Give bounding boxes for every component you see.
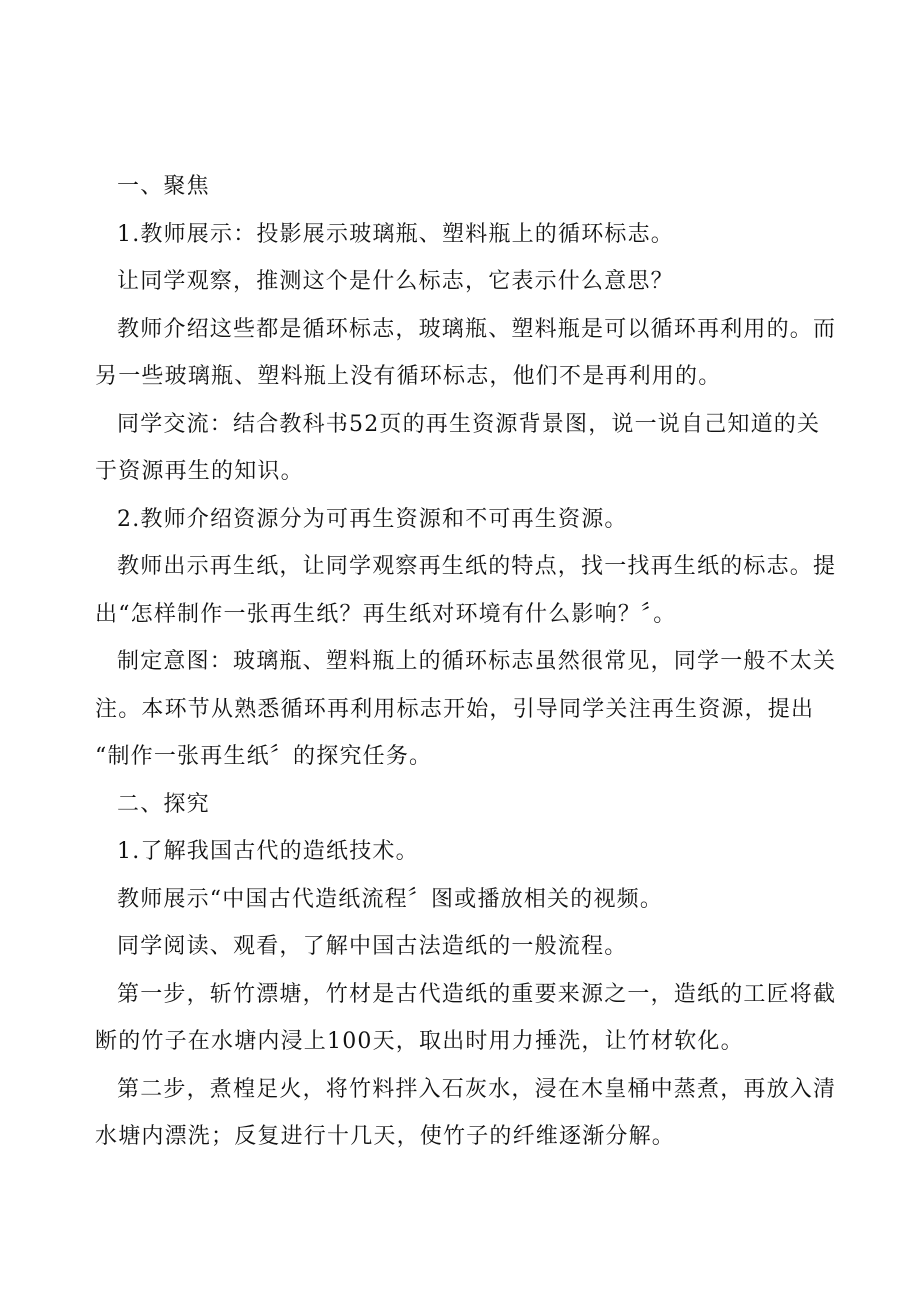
text-line: 一、聚焦 [117,174,210,199]
paragraph [95,638,840,781]
text-line: 教师出示再生纸，让同学观察再生纸的特点，找一找再生纸的标志。提 [117,554,837,579]
section-heading-explore [95,781,840,829]
section-heading-focus [95,163,840,211]
paragraph [95,496,840,544]
text-line: 断的竹子在水塘内浸上100天，取出时用力捶洗，让竹材软化。 [95,1029,744,1054]
text-line: 第一步，斩竹漂塘，竹材是古代造纸的重要来源之一，造纸的工匠将截 [117,981,837,1007]
paragraph [95,401,840,496]
paragraph [95,1066,840,1161]
text-line: 教师介绍这些都是循环标志，玻璃瓶、塑料瓶是可以循环再利用的。而 [117,316,837,342]
document-body [95,163,840,1161]
text-line: 于资源再生的知识。 [95,459,304,484]
paragraph [95,306,840,401]
paragraph [95,211,840,259]
paragraph [95,971,840,1066]
text-line: 注。本环节从熟悉循环再利用标志开始，引导同学关注再生资源，提出 [95,696,815,722]
text-line: 出“怎样制作一张再生纸？再生纸对环境有什么影响？〞。 [95,601,677,627]
text-line: 二、探究 [117,791,210,817]
paragraph [95,876,840,924]
text-line: 另一些玻璃瓶、塑料瓶上没有循环标志，他们不是再利用的。 [95,364,722,389]
paragraph [95,923,840,971]
text-line: 第二步，煮楻足火，将竹料拌入石灰水，浸在木皇桶中蒸煮，再放入清 [117,1076,837,1102]
text-line: 同学阅读、观看，了解中国古法造纸的一般流程。 [117,934,628,959]
text-line: 制定意图：玻璃瓶、塑料瓶上的循环标志虽然很常见，同学一般不太关 [117,649,837,674]
text-line: 2.教师介绍资源分为可再生资源和不可再生资源。 [117,506,628,532]
text-line: 1.教师展示：投影展示玻璃瓶、塑料瓶上的循环标志。 [117,221,674,247]
text-line: 让同学观察，推测这个是什么标志，它表示什么意思？ [117,269,674,294]
text-line: “制作一张再生纸〞的探究任务。 [95,744,433,769]
text-line: 水塘内漂洗；反复进行十几天，使竹子的纤维逐渐分解。 [95,1124,676,1149]
paragraph [95,258,840,306]
text-line: 教师展示“中国古代造纸流程〞图或播放相关的视频。 [117,886,664,912]
text-line: 同学交流：结合教科书52页的再生资源背景图，说一说自己知道的关 [117,411,821,437]
paragraph [95,828,840,876]
text-line: 1.了解我国古代的造纸技术。 [117,839,419,864]
paragraph [95,543,840,638]
